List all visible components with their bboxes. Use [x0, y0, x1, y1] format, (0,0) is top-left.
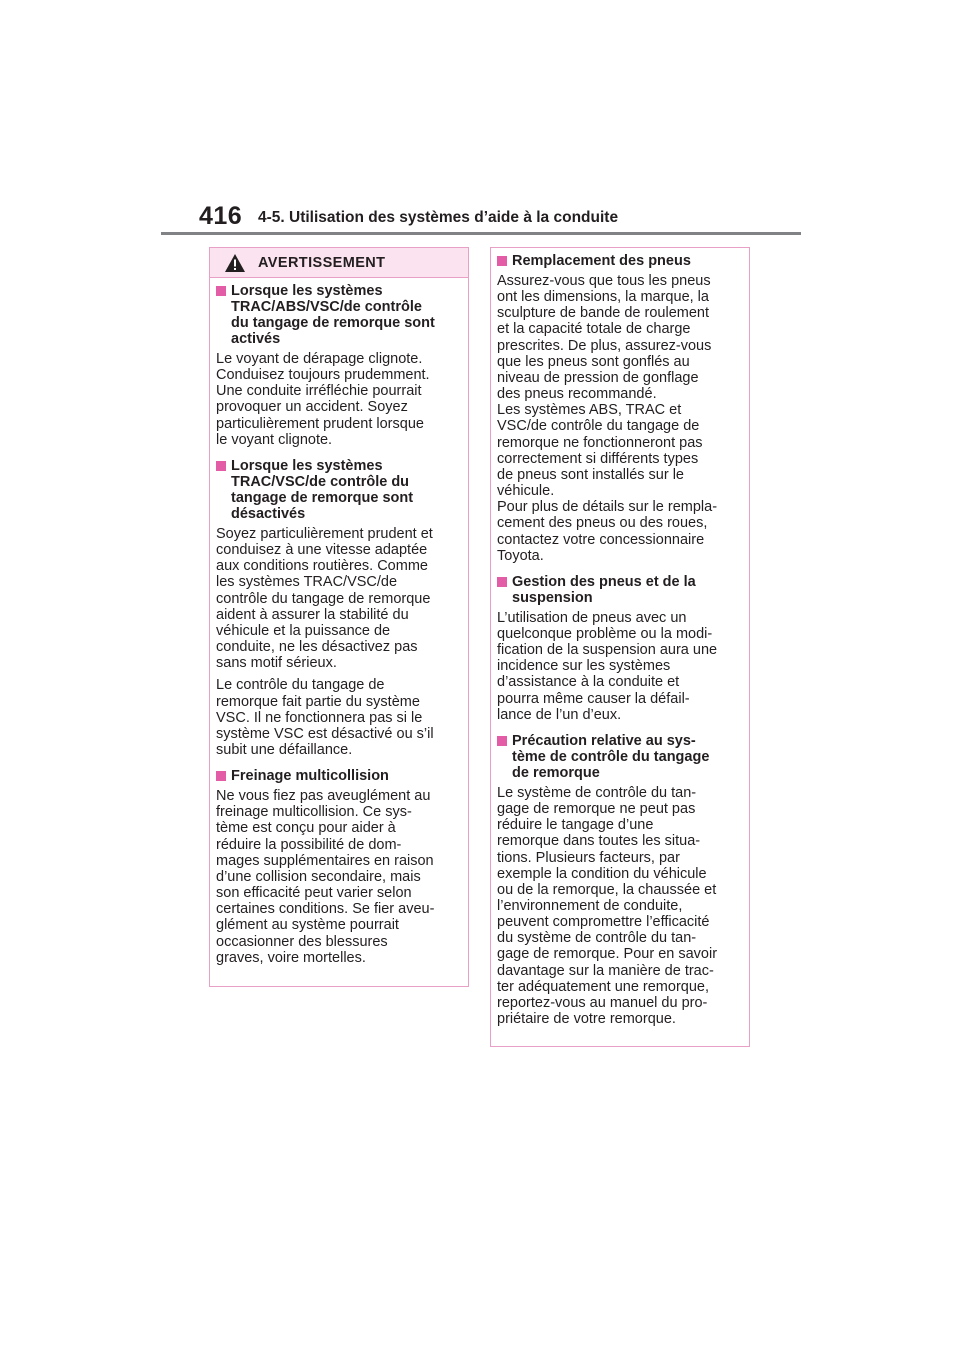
- square-bullet-icon: [216, 771, 226, 781]
- warning-header: [210, 248, 468, 278]
- warning-paragraph: Ne vous fiez pas aveuglément au freinage multicollision. Ce sys- tème est conçu pour aider à réduire la possibilité de dom- mages supplémentaires en raison d’une collision secondaire, mais son efficacité peut varier selon certaines conditions. Se fier aveu- glément au système pourrait occasionner des blessures graves, voire mortelles.: [216, 788, 435, 966]
- info-paragraph: Le système de contrôle du tan- gage de remorque ne peut pas réduire le tangage d’une remorque dans toutes les situa- tions. Plusieurs facteurs, par exemple la condition du véhicule ou de la remorque, la chaussée et l’environnement de conduite, peuvent compromettre l’efficacité du système de contrôle du tan- gage de remorque. Pour en savoir davantage sur la manière de trac- ter adéquatement une remorque, reportez-vous au manuel du pro- priétaire de votre remorque.: [497, 784, 718, 1028]
- square-bullet-icon: [216, 286, 226, 296]
- warning-section-heading: Freinage multicollision: [216, 768, 462, 784]
- square-bullet-icon: [497, 577, 507, 587]
- section-title: 4-5. Utilisation des systèmes d’aide à la conduite: [258, 209, 619, 226]
- info-section-heading: Précaution relative au sys- tème de contrôle du tangage de remorque: [497, 733, 743, 781]
- warning-paragraph: Soyez particulièrement prudent et conduisez à une vitesse adaptée aux conditions routières. Comme les systèmes TRAC/VSC/de contrôle du tangage de remorque aident à assurer la stabilité du véhicule et la puissance de conduite, ne les désactivez pas sans motif sérieux.: [216, 525, 433, 672]
- warning-triangle-icon: [224, 253, 246, 273]
- square-bullet-icon: [497, 736, 507, 746]
- info-box: [490, 247, 750, 1047]
- square-bullet-icon: [216, 461, 226, 471]
- info-section-heading: Gestion des pneus et de la suspension: [497, 574, 743, 606]
- square-bullet-icon: [497, 256, 507, 266]
- warning-title: AVERTISSEMENT: [258, 255, 386, 271]
- info-paragraph: L’utilisation de pneus avec un quelconque problème ou la modi- fication de la suspension aura une incidence sur les systèmes d’assistance à la conduite et pourra même causer la défail- lance de l’un d’eux.: [497, 609, 718, 723]
- page-number: 416: [199, 202, 243, 230]
- info-section-heading: Remplacement des pneus: [497, 253, 743, 269]
- warning-paragraph: Le contrôle du tangage de remorque fait partie du système VSC. Il ne fonctionnera pas si le système VSC est désactivé ou s’il subit une défaillance.: [216, 677, 434, 758]
- warning-box: [209, 247, 469, 987]
- warning-section-heading: Lorsque les systèmes TRAC/ABS/VSC/de contrôle du tangage de remorque sont activés: [216, 283, 462, 347]
- warning-paragraph: Le voyant de dérapage clignote. Conduisez toujours prudemment. Une conduite irréfléchie pourrait provoquer un accident. Soyez particulièrement prudent lorsque le voyant clignote.: [216, 351, 430, 448]
- header-rule: [161, 232, 801, 235]
- info-paragraph: Assurez-vous que tous les pneus ont les dimensions, la marque, la sculpture de bande de roulement et la capacité totale de charge prescrites. De plus, assurez-vous que les pneus sont gonflés au niveau de pression de gonflage des pneus recommandé. Les systèmes ABS, TRAC et VSC/de contrôle du tangage de remorque ne fonctionneront pas correctement si différents types de pneus sont installés sur le véhicule. Pour plus de détails sur le rempla- cement des pneus ou des roues, contactez votre concessionnaire Toyota.: [497, 273, 718, 564]
- warning-section-heading: Lorsque les systèmes TRAC/VSC/de contrôle du tangage de remorque sont désactivés: [216, 458, 462, 522]
